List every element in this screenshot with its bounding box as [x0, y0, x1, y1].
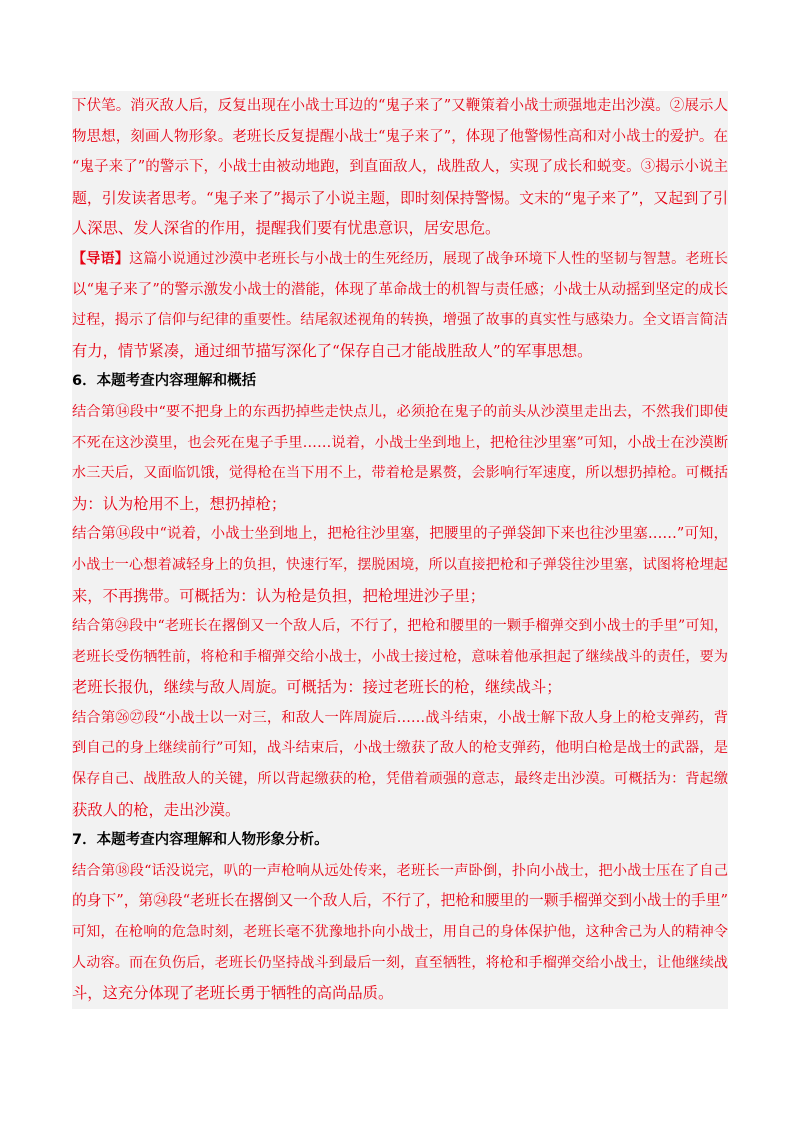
answer-analysis-page: [72, 91, 728, 1009]
q7-heading: 7．本题考查内容理解和人物形象分析。: [72, 825, 728, 856]
q7-line: 的身下”，第㉔段“老班长在撂倒又一个敌人后，不行了，把枪和腰里的一颗手榴弹交到小战士的手里”: [72, 886, 728, 917]
guide-text: 这篇小说通过沙漠中老班长与小战士的生死经历，展现了战争环境下人性的坚韧与智慧。老班长: [129, 250, 728, 267]
q6-line: 不死在这沙漠里，也会死在鬼子手里……说着，小战士坐到地上，把枪往沙里塞”可知，小战士在沙漠断: [72, 428, 728, 459]
analysis-line: 题，引发读者思考。“鬼子来了”揭示了小说主题，即时刻保持警惕。文末的“鬼子来了”，又起到了引: [72, 183, 728, 214]
q6-line: 到自己的身上继续前行”可知，战斗结束后，小战士缴获了敌人的枪支弹药，他明白枪是战士的武器，是: [72, 733, 728, 764]
q6-line: 来，不再携带。可概括为：认为枪是负担，把枪埋进沙子里；: [72, 581, 728, 612]
analysis-line: 人深思、发人深省的作用，提醒我们要有忧患意识，居安思危。: [72, 213, 728, 244]
guide-line: 有力，情节紧凑，通过细节描写深化了“保存自己才能战胜敌人”的军事思想。: [72, 336, 728, 367]
q6-line: 结合第⑭段中“要不把身上的东西扔掉些走快点儿，必须抢在鬼子的前头从沙漠里走出去，不然我们即使: [72, 397, 728, 428]
q6-line: 为：认为枪用不上，想扔掉枪；: [72, 489, 728, 520]
q7-line: 可知，在枪响的危急时刻，老班长毫不犹豫地扑向小战士，用自己的身体保护他，这种舍己为人的精神令: [72, 917, 728, 948]
q6-heading: 6．本题考查内容理解和概括: [72, 366, 728, 397]
analysis-line: 物思想，刻画人物形象。老班长反复提醒小战士“鬼子来了”，体现了他警惕性高和对小战士的爱护。在: [72, 122, 728, 153]
q6-line: 结合第㉖㉗段“小战士以一对三，和敌人一阵周旋后……战斗结束，小战士解下敌人身上的枪支弹药，背: [72, 703, 728, 734]
q7-line: 斗，这充分体现了老班长勇于牺牲的高尚品质。: [72, 978, 728, 1009]
guide-line: 以“鬼子来了”的警示激发小战士的潜能，体现了革命战士的机智与责任感；小战士从动摇到坚定的成长: [72, 275, 728, 306]
guide-first-line: [72, 244, 728, 275]
q6-line: 结合第㉔段中“老班长在撂倒又一个敌人后，不行了，把枪和腰里的一颗手榴弹交到小战士的手里”可知，: [72, 611, 728, 642]
q6-line: 老班长受伤牺牲前，将枪和手榴弹交给小战士，小战士接过枪，意味着他承担起了继续战斗的责任，要为: [72, 642, 728, 673]
q6-line: 小战士一心想着减轻身上的负担，快速行军，摆脱困境，所以直接把枪和子弹袋往沙里塞，试图将枪埋起: [72, 550, 728, 581]
q7-line: 结合第⑱段“话没说完，叭的一声枪响从远处传来，老班长一声卧倒，扑向小战士，把小战士压在了自己: [72, 856, 728, 887]
guide-line: 过程，揭示了信仰与纪律的重要性。结尾叙述视角的转换，增强了故事的真实性与感染力。全文语言简洁: [72, 305, 728, 336]
analysis-line: “鬼子来了”的警示下，小战士由被动地跑，到直面敌人，战胜敌人，实现了成长和蜕变。③揭示小说主: [72, 152, 728, 183]
q6-line: 保存自己、战胜敌人的关键，所以背起缴获的枪，凭借着顽强的意志，最终走出沙漠。可概括为：背起缴: [72, 764, 728, 795]
analysis-line: 下伏笔。消灭敌人后，反复出现在小战士耳边的“鬼子来了”又鞭策着小战士顽强地走出沙漠。②展示人: [72, 91, 728, 122]
q7-line: 人动容。而在负伤后，老班长仍坚持战斗到最后一刻，直至牺牲，将枪和手榴弹交给小战士，让他继续战: [72, 948, 728, 979]
guide-tag: 【导语】: [72, 250, 130, 267]
q6-line: 水三天后，又面临饥饿，觉得枪在当下用不上，带着枪是累赘，会影响行军速度，所以想扔掉枪。可概括: [72, 458, 728, 489]
q6-line: 结合第⑭段中“说着，小战士坐到地上，把枪往沙里塞，把腰里的子弹袋卸下来也往沙里塞……”可知，: [72, 519, 728, 550]
q6-line: 获敌人的枪，走出沙漠。: [72, 795, 728, 826]
q6-line: 老班长报仇，继续与敌人周旋。可概括为：接过老班长的枪，继续战斗；: [72, 672, 728, 703]
